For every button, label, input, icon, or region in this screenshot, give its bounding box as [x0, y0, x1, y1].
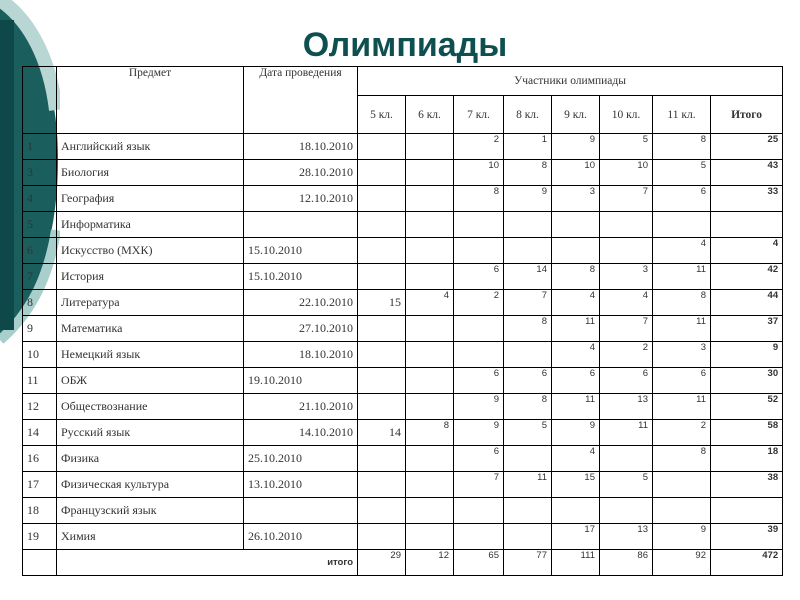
grade-value-cell: 10 [600, 160, 653, 186]
grade-value-cell [358, 264, 406, 290]
totals-grade-cell: 92 [653, 550, 711, 576]
grade-value-cell: 9 [552, 134, 600, 160]
row-number: 17 [23, 472, 57, 498]
grade-value-cell [406, 368, 454, 394]
grade-value-cell: 2 [454, 134, 504, 160]
grade-value-cell: 11 [600, 420, 653, 446]
header-grade: 6 кл. [406, 96, 454, 134]
grade-value-cell: 8 [653, 290, 711, 316]
grade-value-cell [653, 472, 711, 498]
table-row [23, 394, 783, 420]
date-cell: 13.10.2010 [244, 472, 358, 498]
grade-value-cell [600, 212, 653, 238]
grade-value-cell: 15 [358, 290, 406, 316]
grade-value-cell: 4 [653, 238, 711, 264]
grade-value-cell [358, 472, 406, 498]
table-row [23, 212, 783, 238]
grade-value-cell [504, 498, 552, 524]
header-grade: 10 кл. [600, 96, 653, 134]
row-number: 7 [23, 264, 57, 290]
row-total-cell [711, 212, 783, 238]
grade-value-cell [358, 342, 406, 368]
subject-cell: Химия [57, 524, 244, 550]
totals-grade-cell: 111 [552, 550, 600, 576]
grade-value-cell: 4 [552, 290, 600, 316]
grade-value-cell: 14 [504, 264, 552, 290]
grade-value-cell [600, 498, 653, 524]
grade-value-cell: 17 [552, 524, 600, 550]
subject-cell: ОБЖ [57, 368, 244, 394]
grade-value-cell: 9 [454, 394, 504, 420]
grade-value-cell [406, 316, 454, 342]
grade-value-cell: 8 [653, 134, 711, 160]
grade-value-cell: 11 [653, 394, 711, 420]
header-grade: 11 кл. [653, 96, 711, 134]
date-cell: 26.10.2010 [244, 524, 358, 550]
table-row [23, 342, 783, 368]
row-total-cell: 9 [711, 342, 783, 368]
grade-value-cell: 8 [454, 186, 504, 212]
grade-value-cell [358, 368, 406, 394]
date-cell: 28.10.2010 [244, 160, 358, 186]
row-total-cell: 43 [711, 160, 783, 186]
grade-value-cell: 10 [552, 160, 600, 186]
row-total-cell: 44 [711, 290, 783, 316]
table-row [23, 160, 783, 186]
row-total-cell: 25 [711, 134, 783, 160]
grade-value-cell [358, 186, 406, 212]
grade-value-cell [552, 212, 600, 238]
header-total: Итого [711, 96, 783, 134]
grade-value-cell [454, 316, 504, 342]
grade-value-cell: 5 [504, 420, 552, 446]
row-total-cell: 18 [711, 446, 783, 472]
grade-value-cell [406, 524, 454, 550]
grade-value-cell: 5 [600, 472, 653, 498]
row-number: 4 [23, 186, 57, 212]
grade-value-cell: 1 [504, 134, 552, 160]
date-cell: 25.10.2010 [244, 446, 358, 472]
row-number: 6 [23, 238, 57, 264]
totals-grade-cell: 86 [600, 550, 653, 576]
grade-value-cell [406, 342, 454, 368]
date-cell: 12.10.2010 [244, 186, 358, 212]
header-grade: 8 кл. [504, 96, 552, 134]
header-grade: 5 кл. [358, 96, 406, 134]
grade-value-cell: 5 [653, 160, 711, 186]
row-number: 18 [23, 498, 57, 524]
grade-value-cell [358, 212, 406, 238]
row-total-cell: 37 [711, 316, 783, 342]
table-row [23, 498, 783, 524]
grade-value-cell: 11 [653, 264, 711, 290]
grade-value-cell: 3 [552, 186, 600, 212]
table-row [23, 238, 783, 264]
grade-value-cell: 6 [600, 368, 653, 394]
grade-value-cell: 7 [600, 186, 653, 212]
subject-cell: Английский язык [57, 134, 244, 160]
grade-value-cell: 6 [504, 368, 552, 394]
grade-value-cell: 7 [600, 316, 653, 342]
header-grade: 9 кл. [552, 96, 600, 134]
row-number: 5 [23, 212, 57, 238]
grade-value-cell: 7 [504, 290, 552, 316]
grade-value-cell [358, 498, 406, 524]
header-date: Дата проведения [244, 67, 358, 134]
grade-value-cell: 11 [552, 394, 600, 420]
row-number: 3 [23, 160, 57, 186]
date-cell: 18.10.2010 [244, 342, 358, 368]
subject-cell: География [57, 186, 244, 212]
grade-value-cell [454, 342, 504, 368]
grade-value-cell: 8 [504, 394, 552, 420]
grade-value-cell [406, 212, 454, 238]
date-cell: 27.10.2010 [244, 316, 358, 342]
grade-value-cell [406, 472, 454, 498]
grade-value-cell [454, 524, 504, 550]
subject-cell: Искусство (МХК) [57, 238, 244, 264]
header-num [23, 67, 57, 134]
row-total-cell: 42 [711, 264, 783, 290]
row-number: 9 [23, 316, 57, 342]
grade-value-cell: 4 [552, 446, 600, 472]
header-grade: 7 кл. [454, 96, 504, 134]
grade-value-cell [653, 212, 711, 238]
subject-cell: Биология [57, 160, 244, 186]
row-number: 14 [23, 420, 57, 446]
subject-cell: Обществознание [57, 394, 244, 420]
grade-value-cell [454, 498, 504, 524]
grade-value-cell [406, 160, 454, 186]
row-total-cell: 4 [711, 238, 783, 264]
row-number: 11 [23, 368, 57, 394]
grade-value-cell [406, 134, 454, 160]
grade-value-cell: 3 [600, 264, 653, 290]
row-total-cell: 58 [711, 420, 783, 446]
grade-value-cell [406, 186, 454, 212]
subject-cell: Литература [57, 290, 244, 316]
date-cell: 19.10.2010 [244, 368, 358, 394]
row-total-cell: 39 [711, 524, 783, 550]
grade-value-cell: 9 [552, 420, 600, 446]
totals-grade-cell: 12 [406, 550, 454, 576]
grade-value-cell: 8 [504, 160, 552, 186]
date-cell: 14.10.2010 [244, 420, 358, 446]
date-cell: 18.10.2010 [244, 134, 358, 160]
grade-value-cell: 6 [552, 368, 600, 394]
grade-value-cell: 11 [653, 316, 711, 342]
row-number: 16 [23, 446, 57, 472]
grade-value-cell [406, 498, 454, 524]
grade-value-cell: 5 [600, 134, 653, 160]
row-number: 1 [23, 134, 57, 160]
row-number: 8 [23, 290, 57, 316]
totals-num-cell [23, 550, 57, 576]
subject-cell: Немецкий язык [57, 342, 244, 368]
subject-cell: Математика [57, 316, 244, 342]
date-cell: 15.10.2010 [244, 238, 358, 264]
grade-value-cell: 8 [504, 316, 552, 342]
grade-value-cell: 10 [454, 160, 504, 186]
grand-total-cell: 472 [711, 550, 783, 576]
grade-value-cell: 11 [504, 472, 552, 498]
grade-value-cell [358, 134, 406, 160]
table-row [23, 316, 783, 342]
subject-cell: История [57, 264, 244, 290]
grade-value-cell [406, 238, 454, 264]
table-row [23, 290, 783, 316]
grade-value-cell [358, 394, 406, 420]
grade-value-cell: 8 [406, 420, 454, 446]
grade-value-cell [552, 498, 600, 524]
grade-value-cell: 9 [454, 420, 504, 446]
table-row [23, 420, 783, 446]
row-total-cell: 38 [711, 472, 783, 498]
grade-value-cell [358, 160, 406, 186]
grade-value-cell [552, 238, 600, 264]
grade-value-cell: 13 [600, 524, 653, 550]
grade-value-cell [504, 524, 552, 550]
date-cell [244, 498, 358, 524]
table-row [23, 446, 783, 472]
table-row [23, 186, 783, 212]
table-row [23, 368, 783, 394]
grade-value-cell [504, 212, 552, 238]
grade-value-cell [454, 238, 504, 264]
subject-cell: Французский язык [57, 498, 244, 524]
grade-value-cell: 8 [653, 446, 711, 472]
date-cell: 15.10.2010 [244, 264, 358, 290]
grade-value-cell [358, 238, 406, 264]
grade-value-cell: 6 [454, 446, 504, 472]
totals-grade-cell: 65 [454, 550, 504, 576]
grade-value-cell: 13 [600, 394, 653, 420]
table-row [23, 524, 783, 550]
date-cell: 21.10.2010 [244, 394, 358, 420]
olympiad-table [22, 66, 783, 576]
totals-grade-cell: 77 [504, 550, 552, 576]
grade-value-cell: 11 [552, 316, 600, 342]
row-number: 10 [23, 342, 57, 368]
grade-value-cell: 9 [653, 524, 711, 550]
row-total-cell: 30 [711, 368, 783, 394]
subject-cell: Информатика [57, 212, 244, 238]
grade-value-cell: 3 [653, 342, 711, 368]
table-row [23, 472, 783, 498]
row-total-cell: 52 [711, 394, 783, 420]
header-subject: Предмет [57, 67, 244, 134]
table-row [23, 134, 783, 160]
grade-value-cell: 4 [600, 290, 653, 316]
grade-value-cell: 9 [504, 186, 552, 212]
grade-value-cell [504, 238, 552, 264]
grade-value-cell [406, 394, 454, 420]
row-total-cell: 33 [711, 186, 783, 212]
totals-row [23, 550, 783, 576]
grade-value-cell [653, 498, 711, 524]
grade-value-cell [600, 238, 653, 264]
grade-value-cell: 6 [653, 186, 711, 212]
grade-value-cell: 8 [552, 264, 600, 290]
grade-value-cell [358, 524, 406, 550]
grade-value-cell: 6 [653, 368, 711, 394]
grade-value-cell: 4 [552, 342, 600, 368]
header-participants: Участники олимпиады [358, 67, 783, 96]
grade-value-cell [406, 446, 454, 472]
totals-grade-cell: 29 [358, 550, 406, 576]
grade-value-cell [504, 446, 552, 472]
grade-value-cell [504, 342, 552, 368]
grade-value-cell [358, 446, 406, 472]
grade-value-cell: 7 [454, 472, 504, 498]
grade-value-cell: 15 [552, 472, 600, 498]
row-number: 19 [23, 524, 57, 550]
totals-label: итого [57, 550, 358, 576]
grade-value-cell: 14 [358, 420, 406, 446]
grade-value-cell: 6 [454, 368, 504, 394]
grade-value-cell: 2 [600, 342, 653, 368]
table-row [23, 264, 783, 290]
grade-value-cell [600, 446, 653, 472]
grade-value-cell: 6 [454, 264, 504, 290]
subject-cell: Физическая культура [57, 472, 244, 498]
date-cell: 22.10.2010 [244, 290, 358, 316]
grade-value-cell [406, 264, 454, 290]
page-title: Олимпиады [302, 26, 508, 64]
subject-cell: Русский язык [57, 420, 244, 446]
grade-value-cell: 4 [406, 290, 454, 316]
subject-cell: Физика [57, 446, 244, 472]
row-total-cell [711, 498, 783, 524]
grade-value-cell [358, 316, 406, 342]
row-number: 12 [23, 394, 57, 420]
grade-value-cell [454, 212, 504, 238]
grade-value-cell: 2 [454, 290, 504, 316]
date-cell [244, 212, 358, 238]
grade-value-cell: 2 [653, 420, 711, 446]
